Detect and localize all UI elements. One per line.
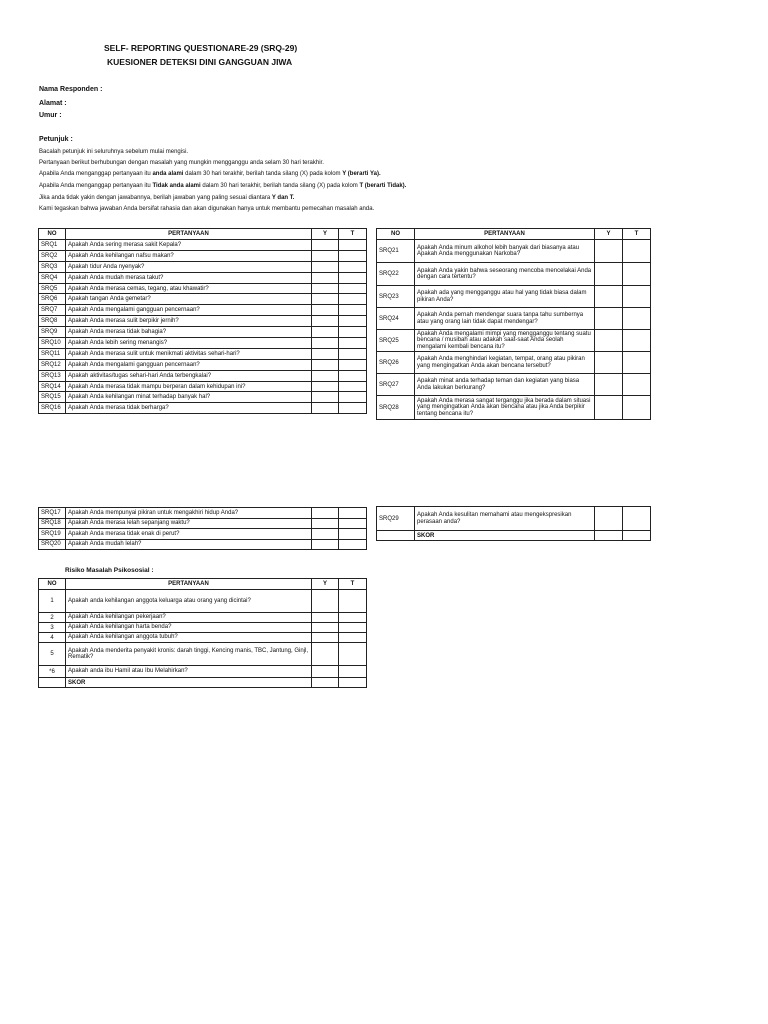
header-question: PERTANYAAN [66, 579, 312, 590]
table-row [39, 666, 367, 678]
srq-table-left [38, 228, 367, 414]
table-row [39, 623, 367, 633]
row-question: Apakah Anda merasa cemas, tegang, atau khawatir? [66, 283, 312, 294]
respondent-address-label: Alamat : [39, 100, 67, 107]
answer-t-cell[interactable] [339, 327, 367, 338]
table-row [39, 539, 367, 550]
answer-y-cell[interactable] [312, 348, 339, 359]
answer-t-cell[interactable] [339, 381, 367, 392]
answer-y-cell[interactable] [312, 666, 339, 678]
table-row [377, 396, 651, 420]
srq-table-right [376, 228, 651, 420]
header-no-col: T [623, 229, 651, 240]
row-question: Apakah Anda menderita penyakit kronis: darah tinggi, Kencing manis, TBC, Jantung, Ginjl, Rematik? [66, 643, 312, 666]
row-number: SRQ21 [377, 240, 415, 263]
answer-t-cell[interactable] [623, 396, 651, 420]
answer-t-cell[interactable] [339, 294, 367, 305]
row-number: SRQ8 [39, 316, 66, 327]
table-row [39, 240, 367, 251]
respondent-name-label: Nama Responden : [39, 86, 103, 93]
title-line-1: SELF- REPORTING QUESTIONARE-29 (SRQ-29) [104, 43, 298, 53]
answer-y-cell[interactable] [595, 308, 623, 330]
row-question: Apakah Anda kehilangan nafsu makan? [66, 250, 312, 261]
header-yes: Y [595, 229, 623, 240]
answer-y-cell[interactable] [595, 286, 623, 308]
row-number: 3 [39, 623, 66, 633]
row-number: SRQ10 [39, 338, 66, 349]
row-number: SRQ17 [39, 508, 66, 519]
instruction-line [39, 170, 381, 178]
answer-y-cell[interactable] [312, 250, 339, 261]
row-number: SRQ4 [39, 272, 66, 283]
row-number: SRQ24 [377, 308, 415, 330]
header-yes: Y [312, 579, 339, 590]
row-number: SRQ23 [377, 286, 415, 308]
table-row [39, 294, 367, 305]
header-no: NO [377, 229, 415, 240]
row-number: SRQ11 [39, 348, 66, 359]
answer-y-cell[interactable] [312, 613, 339, 623]
answer-y-cell[interactable] [312, 359, 339, 370]
row-number: SRQ18 [39, 518, 66, 529]
respondent-age-label: Umur : [39, 112, 62, 119]
table-row [39, 403, 367, 414]
header-no: NO [39, 229, 66, 240]
row-number: SRQ1 [39, 240, 66, 251]
instruction-text: dalam 30 hari terakhir, berilah tanda silang (X) pada kolom [202, 183, 358, 189]
answer-y-cell[interactable] [595, 330, 623, 352]
answer-y-cell[interactable] [595, 263, 623, 286]
skor-y-cell[interactable] [595, 531, 623, 541]
answer-t-cell[interactable] [339, 359, 367, 370]
row-number: SRQ22 [377, 263, 415, 286]
answer-t-cell[interactable] [339, 623, 367, 633]
answer-t-cell[interactable] [339, 518, 367, 529]
table-row [39, 370, 367, 381]
instruction-line: Kami tegaskan bahwa jawaban Anda bersifat rahasia dan akan digunakan hanya untuk membantu pemecahan masalah anda. [39, 206, 375, 212]
answer-t-cell[interactable] [623, 308, 651, 330]
answer-y-cell[interactable] [312, 623, 339, 633]
answer-y-cell[interactable] [312, 338, 339, 349]
table-row [39, 327, 367, 338]
skor-label: SKOR [66, 678, 312, 688]
row-question: Apakah Anda yakin bahwa seseorang mencoba mencelakai Anda dengan cara tertentu? [415, 263, 595, 286]
answer-t-cell[interactable] [339, 283, 367, 294]
answer-t-cell[interactable] [339, 316, 367, 327]
instruction-line: Pertanyaan berikut berhubungan dengan masalah yang mungkin mengganggu anda selam 30 hari terakhir. [39, 160, 324, 166]
row-question: Apakah Anda kehilangan pekerjaan? [66, 613, 312, 623]
skor-t-cell[interactable] [339, 678, 367, 688]
instructions-heading: Petunjuk : [39, 136, 73, 143]
answer-y-cell[interactable] [312, 272, 339, 283]
table-row [39, 392, 367, 403]
row-number: SRQ19 [39, 529, 66, 540]
row-question: Apakah Anda merasa tidak mampu berperan dalam kehidupan ini? [66, 381, 312, 392]
answer-t-cell[interactable] [339, 261, 367, 272]
row-question: Apakah anda ibu Hamil atau Ibu Melahirkan? [66, 666, 312, 678]
row-question: Apakah tangan Anda gemetar? [66, 294, 312, 305]
row-number: SRQ3 [39, 261, 66, 272]
answer-t-cell[interactable] [339, 272, 367, 283]
row-question: Apakah Anda mempunyai pikiran untuk mengakhiri hidup Anda? [66, 508, 312, 519]
answer-t-cell[interactable] [339, 508, 367, 519]
srq-table-right-2 [376, 506, 651, 541]
answer-t-cell[interactable] [339, 643, 367, 666]
answer-y-cell[interactable] [312, 590, 339, 613]
answer-y-cell[interactable] [595, 352, 623, 374]
row-number: *6 [39, 666, 66, 678]
answer-y-cell[interactable] [595, 240, 623, 263]
row-number: SRQ27 [377, 374, 415, 396]
table-row [39, 590, 367, 613]
risk-table [38, 578, 367, 688]
answer-y-cell[interactable] [312, 294, 339, 305]
table-row [377, 286, 651, 308]
table-row [39, 272, 367, 283]
row-question: Apakah Anda merasa tidak bahagia? [66, 327, 312, 338]
row-number: SRQ12 [39, 359, 66, 370]
row-number: 2 [39, 613, 66, 623]
answer-t-cell[interactable] [339, 240, 367, 251]
row-number: SRQ14 [39, 381, 66, 392]
row-question: Apakah tidur Anda nyenyak? [66, 261, 312, 272]
header-yes: Y [312, 229, 339, 240]
row-number: 5 [39, 643, 66, 666]
table-row [39, 261, 367, 272]
answer-t-cell[interactable] [623, 240, 651, 263]
header-question: PERTANYAAN [66, 229, 312, 240]
table-row [377, 352, 651, 374]
row-number: SRQ26 [377, 352, 415, 374]
row-question: Apakah Anda merasa sulit untuk menikmati aktivitas sehari-hari? [66, 348, 312, 359]
row-number: SRQ2 [39, 250, 66, 261]
instruction-line [39, 182, 406, 190]
row-question: Apakah aktivitas/tugas sehari-hari Anda terbengkalai? [66, 370, 312, 381]
table-row [39, 250, 367, 261]
row-number: 1 [39, 590, 66, 613]
row-question: Apakah Anda lebih sering menangis? [66, 338, 312, 349]
table-row [39, 643, 367, 666]
risk-title: Risiko Masalah Psikososial : [65, 567, 154, 574]
row-number: SRQ5 [39, 283, 66, 294]
answer-t-cell[interactable] [339, 666, 367, 678]
table-row [377, 374, 651, 396]
table-row [377, 263, 651, 286]
row-number: SRQ29 [377, 507, 415, 531]
answer-t-cell[interactable] [339, 348, 367, 359]
row-question: Apakah Anda merasa sangat terganggu jika berada dalam situasi yang mengingatkan Anda akan bencana atau jika Anda berpikir tentang bencana itu? [415, 396, 595, 420]
answer-y-cell[interactable] [312, 240, 339, 251]
answer-t-cell[interactable] [623, 330, 651, 352]
table-row [39, 338, 367, 349]
answer-y-cell[interactable] [312, 261, 339, 272]
instruction-line [39, 194, 294, 202]
table-row [377, 330, 651, 352]
row-number: SRQ9 [39, 327, 66, 338]
answer-y-cell[interactable] [312, 392, 339, 403]
answer-t-cell[interactable] [623, 352, 651, 374]
answer-t-cell[interactable] [339, 539, 367, 550]
table-row [39, 529, 367, 540]
table-row [377, 308, 651, 330]
table-row [39, 633, 367, 643]
row-question: Apakah Anda mengalami mimpi yang mengganggu tentang suatu bencana / musibah atau adakah saat-saat Anda seolah mengalami kembali bencana itu? [415, 330, 595, 352]
row-number: SRQ13 [39, 370, 66, 381]
header-no-col: T [339, 229, 367, 240]
instruction-line: Bacalah petunjuk ini seluruhnya sebelum mulai mengisi. [39, 149, 189, 155]
answer-y-cell[interactable] [312, 370, 339, 381]
row-number: SRQ16 [39, 403, 66, 414]
answer-y-cell[interactable] [312, 539, 339, 550]
answer-t-cell[interactable] [339, 338, 367, 349]
skor-t-cell[interactable] [623, 531, 651, 541]
instruction-text-bold: Y dan T. [271, 195, 295, 201]
table-row [39, 381, 367, 392]
answer-t-cell[interactable] [339, 403, 367, 414]
answer-y-cell[interactable] [312, 381, 339, 392]
answer-y-cell[interactable] [312, 508, 339, 519]
row-question: Apakah Anda merasa tidak berharga? [66, 403, 312, 414]
instruction-text-bold: Tidak anda alami [152, 183, 201, 189]
header-no-col: T [339, 579, 367, 590]
row-number: SRQ20 [39, 539, 66, 550]
row-question: Apakah ada yang mengganggu atau hal yang tidak biasa dalam pikiran Anda? [415, 286, 595, 308]
instruction-text: Apabila Anda menganggap pertanyaan itu [39, 171, 151, 177]
row-question: Apakah Anda merasa tidak enak di perut? [66, 529, 312, 540]
row-question: Apakah Anda mudah lelah? [66, 539, 312, 550]
row-question: Apakah anda kehilangan anggota keluarga atau orang yang dicintai? [66, 590, 312, 613]
row-question: Apakah Anda pernah mendengar suara tanpa tahu sumbernya atau yang orang lain tidak dapat mendengar? [415, 308, 595, 330]
table-row [39, 316, 367, 327]
skor-y-cell[interactable] [312, 678, 339, 688]
answer-t-cell[interactable] [339, 529, 367, 540]
answer-y-cell[interactable] [312, 633, 339, 643]
row-number: SRQ25 [377, 330, 415, 352]
row-question: Apakah Anda kehilangan minat terhadap banyak hal? [66, 392, 312, 403]
answer-y-cell[interactable] [312, 283, 339, 294]
row-number: SRQ7 [39, 305, 66, 316]
answer-t-cell[interactable] [623, 263, 651, 286]
row-question: Apakah minat anda terhadap teman dan kegiatan yang biasa Anda lakukan berkurang? [415, 374, 595, 396]
answer-y-cell[interactable] [595, 396, 623, 420]
row-question: Apakah Anda kehilangan anggota tubuh? [66, 633, 312, 643]
answer-y-cell[interactable] [312, 403, 339, 414]
skor-label: SKOR [415, 531, 595, 541]
instruction-text-bold: anda alami [152, 171, 184, 177]
instruction-text-bold: Y (berarti Ya). [342, 171, 381, 177]
answer-t-cell[interactable] [339, 613, 367, 623]
answer-t-cell[interactable] [339, 392, 367, 403]
row-question: Apakah Anda sering merasa sakit Kepala? [66, 240, 312, 251]
header-question: PERTANYAAN [415, 229, 595, 240]
row-question: Apakah Anda menghindari kegiatan, tempat, orang atau pikiran yang mengingatkan Anda akan bencana tersebut? [415, 352, 595, 374]
answer-t-cell[interactable] [339, 305, 367, 316]
table-row [377, 240, 651, 263]
instruction-text: dalam 30 hari terakhir, berilah tanda silang (X) pada kolom [185, 171, 341, 177]
answer-y-cell[interactable] [595, 507, 623, 531]
table-row [39, 359, 367, 370]
row-number: 4 [39, 633, 66, 643]
table-row [39, 348, 367, 359]
row-question: Apakah Anda kehilangan harta benda? [66, 623, 312, 633]
row-question: Apakah Anda minum alkohol lebih banyak dari biasanya atau Apakah Anda menggunakan Narkoba? [415, 240, 595, 263]
row-question: Apakah Anda mengalami gangguan pencernaan? [66, 305, 312, 316]
answer-t-cell[interactable] [623, 286, 651, 308]
answer-t-cell[interactable] [339, 370, 367, 381]
table-row [39, 283, 367, 294]
srq-table-left-2 [38, 507, 367, 550]
answer-t-cell[interactable] [623, 507, 651, 531]
answer-y-cell[interactable] [312, 518, 339, 529]
answer-y-cell[interactable] [312, 316, 339, 327]
answer-t-cell[interactable] [339, 590, 367, 613]
row-question: Apakah Anda merasa sulit berpikir jernih? [66, 316, 312, 327]
answer-y-cell[interactable] [312, 305, 339, 316]
row-question: Apakah Anda mudah merasa takut? [66, 272, 312, 283]
row-question: Apakah Anda mengalami gangguan pencernaan? [66, 359, 312, 370]
answer-y-cell[interactable] [312, 529, 339, 540]
row-question: Apakah Anda merasa lelah sepanjang waktu? [66, 518, 312, 529]
instruction-text: Apabila Anda menganggap pertanyaan itu [39, 183, 151, 189]
instruction-text: Jika anda tidak yakin dengan jawabannya, berilah jawaban yang paling sesuai diantara [39, 195, 271, 201]
table-row [377, 507, 651, 531]
answer-t-cell[interactable] [623, 374, 651, 396]
answer-t-cell[interactable] [339, 633, 367, 643]
table-row [39, 518, 367, 529]
table-row [39, 305, 367, 316]
row-number: SRQ28 [377, 396, 415, 420]
instruction-text-bold: T (berarti Tidak). [359, 183, 407, 189]
row-question: Apakah Anda kesulitan memahami atau mengekspresikan perasaan anda? [415, 507, 595, 531]
row-number: SRQ6 [39, 294, 66, 305]
row-number: SRQ15 [39, 392, 66, 403]
answer-y-cell[interactable] [312, 643, 339, 666]
table-row [39, 613, 367, 623]
title-line-2: KUESIONER DETEKSI DINI GANGGUAN JIWA [107, 57, 293, 67]
answer-t-cell[interactable] [339, 250, 367, 261]
header-no: NO [39, 579, 66, 590]
answer-y-cell[interactable] [312, 327, 339, 338]
table-row [39, 508, 367, 519]
answer-y-cell[interactable] [595, 374, 623, 396]
